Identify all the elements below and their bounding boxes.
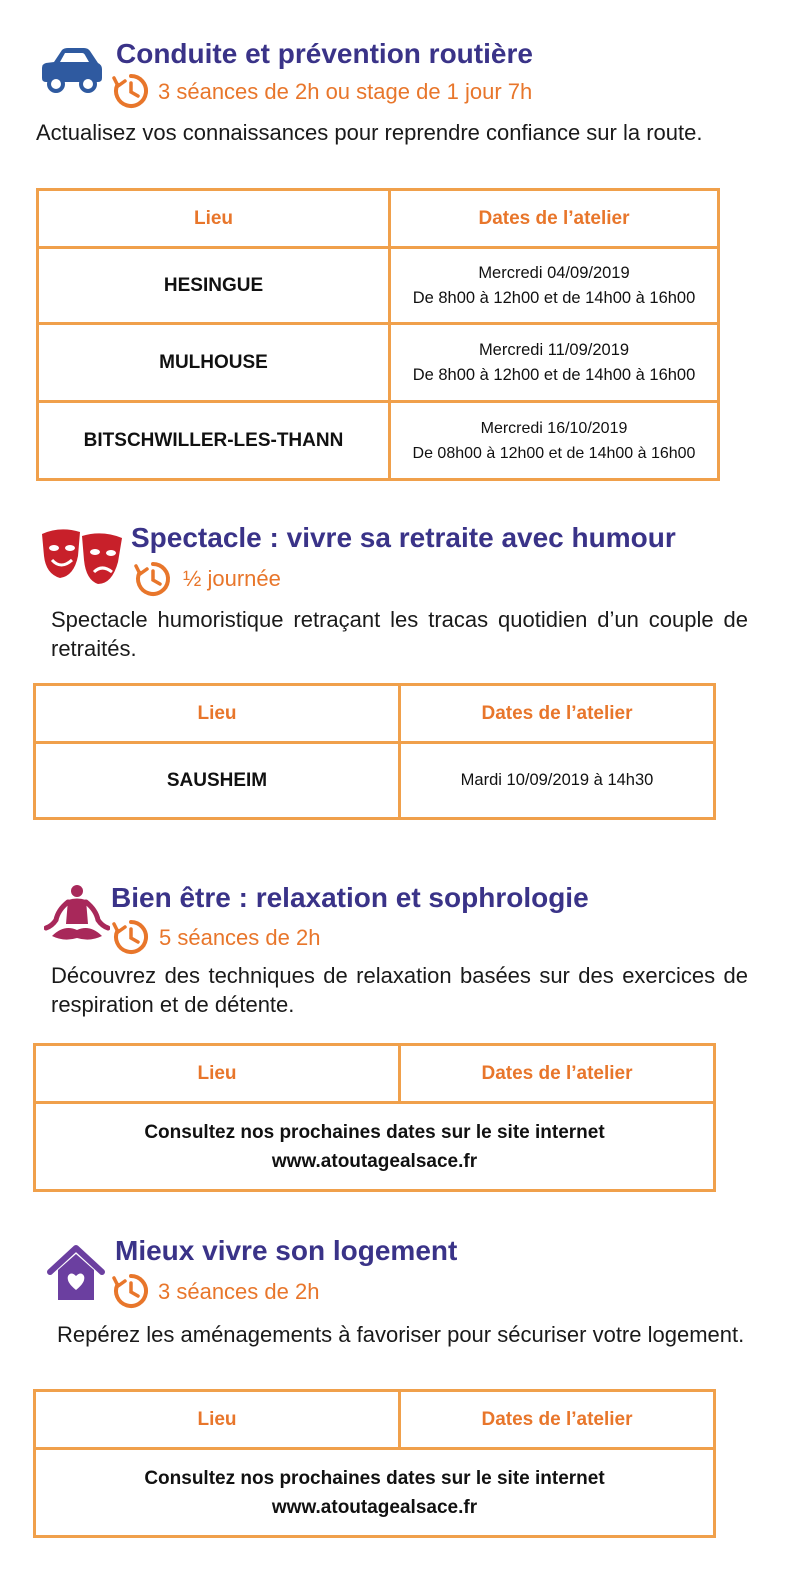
- date-hours: De 8h00 à 12h00 et de 14h00 à 16h00: [412, 365, 696, 384]
- dates-cell: [390, 402, 719, 480]
- section-description: Repérez les aménagements à favoriser pour sécuriser votre logement.: [57, 1322, 745, 1347]
- clock-icon: [134, 560, 172, 598]
- website-link[interactable]: www.atoutagealsace.fr: [271, 1150, 478, 1172]
- header-place: Lieu: [35, 1391, 400, 1449]
- table-row: [35, 1103, 715, 1191]
- header-place: Lieu: [38, 190, 390, 248]
- website-link[interactable]: www.atoutagealsace.fr: [271, 1496, 478, 1518]
- section-description: Spectacle humoristique retraçant les tracas quotidien d’un couple de retraités.: [51, 607, 748, 661]
- table-row: [35, 743, 715, 819]
- section-title: Mieux vivre son logement: [115, 1235, 458, 1266]
- section-title: Bien être : relaxation et sophrologie: [111, 882, 589, 913]
- notice-cell: [35, 1103, 715, 1191]
- date-day: Mercredi 16/10/2019: [480, 419, 628, 437]
- date-hours: De 08h00 à 12h00 et de 14h00 à 16h00: [412, 444, 696, 462]
- date-day: Mercredi 04/09/2019: [478, 263, 630, 282]
- table-row: [38, 248, 719, 324]
- place-cell: HESINGUE: [38, 248, 390, 324]
- header-dates: Dates de l’atelier: [400, 1045, 715, 1103]
- dates-cell: [390, 324, 719, 402]
- notice-text: Consultez nos prochaines dates sur le site internet: [144, 1467, 605, 1489]
- clock-icon: [112, 918, 150, 956]
- dates-cell: [390, 248, 719, 324]
- section-title: Spectacle : vivre sa retraite avec humour: [131, 522, 676, 553]
- header-place: Lieu: [35, 1045, 400, 1103]
- section-description: Découvrez des techniques de relaxation basées sur des exercices de respiration et de détente.: [51, 963, 748, 1017]
- theater-masks-icon: [40, 526, 124, 588]
- place-cell: SAUSHEIM: [35, 743, 400, 819]
- header-place: Lieu: [35, 685, 400, 743]
- meditation-icon: [44, 884, 110, 950]
- section-duration: 3 séances de 2h ou stage de 1 jour 7h: [158, 79, 533, 104]
- notice-cell: [35, 1449, 715, 1537]
- schedule-table: [33, 683, 716, 820]
- header-dates: Dates de l’atelier: [390, 190, 719, 248]
- dates-cell: Mardi 10/09/2019 à 14h30: [400, 743, 715, 819]
- schedule-table: [33, 1043, 716, 1192]
- house-heart-icon: [46, 1244, 106, 1302]
- section-description: Actualisez vos connaissances pour reprendre confiance sur la route.: [36, 120, 703, 145]
- section-duration: ½ journée: [183, 566, 281, 591]
- date-hours: De 8h00 à 12h00 et de 14h00 à 16h00: [412, 288, 696, 307]
- header-dates: Dates de l’atelier: [400, 1391, 715, 1449]
- section-title: Conduite et prévention routière: [116, 38, 533, 69]
- header-dates: Dates de l’atelier: [400, 685, 715, 743]
- clock-icon: [112, 1272, 150, 1310]
- place-cell: BITSCHWILLER-LES-THANN: [38, 402, 390, 480]
- date-day: Mercredi 11/09/2019: [478, 340, 630, 359]
- table-row: [38, 402, 719, 480]
- place-cell: MULHOUSE: [38, 324, 390, 402]
- section-duration: 5 séances de 2h: [159, 925, 321, 950]
- schedule-table: [33, 1389, 716, 1538]
- section-duration: 3 séances de 2h: [158, 1279, 320, 1304]
- table-row: [38, 324, 719, 402]
- table-row: [35, 1449, 715, 1537]
- notice-text: Consultez nos prochaines dates sur le site internet: [144, 1121, 605, 1143]
- schedule-table: [36, 188, 720, 481]
- clock-icon: [112, 72, 150, 110]
- car-icon: [36, 44, 104, 96]
